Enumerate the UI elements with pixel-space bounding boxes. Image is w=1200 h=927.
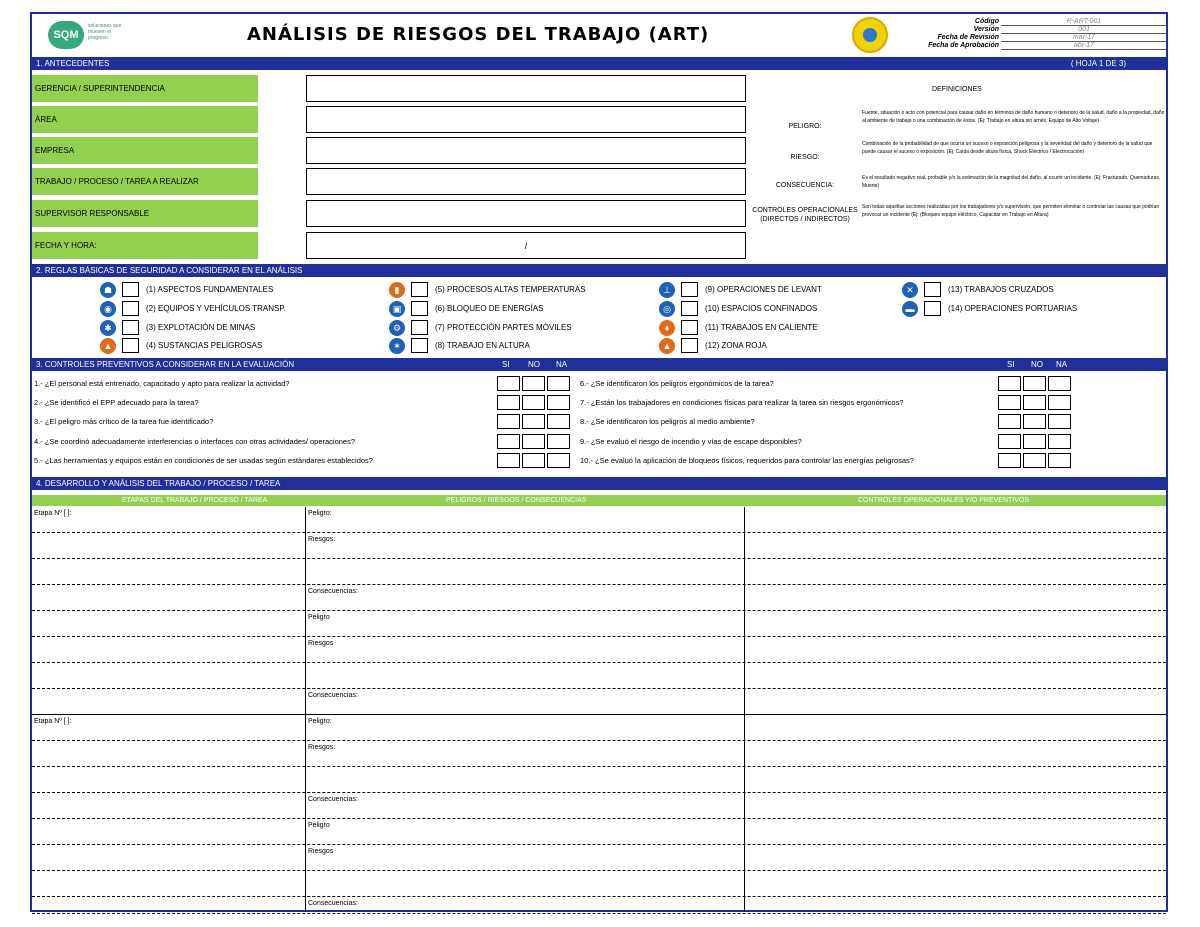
rule-checkbox[interactable] — [411, 282, 428, 297]
answer-box-na[interactable] — [1048, 414, 1071, 429]
safety-rule — [389, 319, 629, 337]
answer-box-na[interactable] — [1048, 453, 1071, 468]
answer-box-si[interactable] — [998, 376, 1021, 391]
rule-checkbox[interactable] — [924, 282, 941, 297]
field-label: GERENCIA / SUPERINTENDENCIA — [32, 75, 258, 102]
col-no-right: NO — [1031, 360, 1043, 369]
answer-box-si[interactable] — [998, 414, 1021, 429]
control-question: 4.- ¿Se coordinó adecuadamente interferencias o interfaces con otras actividades/ operaciones? — [34, 437, 356, 446]
hazard-cell-label: Peligro — [308, 614, 330, 621]
table-row — [32, 767, 1166, 793]
rule-label: (4) SUSTANCIAS PELIGROSAS — [146, 341, 263, 350]
table-row — [32, 819, 1166, 845]
answer-box-si[interactable] — [998, 434, 1021, 449]
header-stages: ETAPAS DEL TRABAJO / PROCESO / TAREA — [122, 497, 268, 504]
answer-box-si[interactable] — [998, 453, 1021, 468]
hazard-cell-label: Riesgos: — [308, 536, 336, 543]
red-zone-icon: ▲ — [659, 338, 675, 354]
flame-icon: ♦ — [659, 320, 675, 336]
answer-box-na[interactable] — [547, 376, 570, 391]
header-hazards: PELIGROS / RIESGOS / CONSECUENCIAS — [446, 497, 587, 504]
control-question: 3.- ¿El peligro más crítico de la tarea fue identificado? — [34, 417, 214, 426]
code-label: Versión — [973, 26, 999, 33]
safety-rule — [389, 281, 629, 299]
safety-rule — [389, 300, 629, 318]
table-row — [32, 637, 1166, 663]
safety-rule — [659, 337, 899, 355]
table-row — [32, 559, 1166, 585]
rule-label: (14) OPERACIONES PORTUARIAS — [948, 304, 1078, 313]
mine-icon: ✱ — [100, 320, 116, 336]
col-no-left: NO — [528, 360, 540, 369]
hazard-cell-label: Consecuencias: — [308, 900, 358, 907]
control-question: 6.- ¿Se identificaron los peligros ergonómicos de la tarea? — [580, 379, 774, 388]
hazmat-icon: ▲ — [100, 338, 116, 354]
rule-label: (6) BLOQUEO DE ENERGÍAS — [435, 304, 544, 313]
answer-box-no[interactable] — [522, 376, 545, 391]
code-label: Fecha de Aprobación — [928, 42, 999, 49]
answer-box-si[interactable] — [497, 395, 520, 410]
art-form — [30, 12, 1168, 912]
answer-box-na[interactable] — [547, 453, 570, 468]
table-row — [32, 689, 1166, 715]
field-label: TRABAJO / PROCESO / TAREA A REALIZAR — [32, 168, 258, 195]
safety-rule — [100, 281, 340, 299]
rule-label: (12) ZONA ROJA — [705, 341, 767, 350]
answer-box-si[interactable] — [497, 414, 520, 429]
rule-checkbox[interactable] — [924, 301, 941, 316]
safety-rule — [389, 337, 629, 355]
table-row — [32, 585, 1166, 611]
rule-checkbox[interactable] — [681, 282, 698, 297]
code-label: Código — [974, 18, 999, 25]
field-input[interactable] — [306, 75, 746, 102]
sheet-number: ( HOJA 1 DE 3) — [1070, 59, 1126, 68]
section-3-title: 3. CONTROLES PREVENTIVOS A CONSIDERAR EN LA EVALUACIÓN — [36, 360, 295, 369]
section-4-header — [32, 477, 1166, 490]
crossed-tools-icon: ✕ — [902, 282, 918, 298]
definition-text: Combinación de la probabilidad de que ocurra un suceso o exposición peligrosa y la severidad del daño y deterioro de la salud que puede causar el suceso o exposición. (Ej: Caída desde altura física, Shock Eléctrico / Electrocución) — [862, 141, 1153, 155]
definition-term: RIESGO: — [790, 154, 820, 161]
safety-rule — [659, 281, 899, 299]
answer-box-no[interactable] — [1023, 395, 1046, 410]
field-label: FECHA Y HORA: — [32, 232, 258, 259]
logo-tagline: soluciones que mueven el progreso — [88, 23, 122, 41]
table-row — [32, 611, 1166, 637]
rule-checkbox[interactable] — [681, 301, 698, 316]
column-divider — [744, 507, 745, 912]
form-header — [32, 14, 1166, 56]
control-question: 8.- ¿Se identificaron los peligros al medio ambiente? — [580, 417, 755, 426]
hazard-cell-label: Consecuencias: — [308, 588, 358, 595]
safety-rule — [100, 300, 340, 318]
control-question: 2.- ¿Se identificó el EPP adecuado para la tarea? — [34, 398, 199, 407]
control-question: 9.- ¿Se evaluó el riesgo de incendio y vías de escape disponibles? — [580, 437, 802, 446]
answer-box-no[interactable] — [1023, 453, 1046, 468]
column-divider — [305, 507, 306, 912]
rule-checkbox[interactable] — [411, 320, 428, 335]
rule-checkbox[interactable] — [681, 320, 698, 335]
control-question: 7.- ¿Están los trabajadores en condiciones físicas para realizar la tarea sin riesgos ergonómicos? — [580, 398, 904, 407]
hazard-cell-label: Consecuencias: — [308, 692, 358, 699]
answer-box-no[interactable] — [1023, 376, 1046, 391]
rule-checkbox[interactable] — [411, 338, 428, 353]
answer-box-no[interactable] — [522, 453, 545, 468]
safety-rule — [100, 337, 340, 355]
answer-box-si[interactable] — [998, 395, 1021, 410]
header-controls: CONTROLES OPERACIONALES Y/O PREVENTIVOS — [858, 497, 1030, 504]
document-codes — [917, 18, 1167, 50]
answer-box-no[interactable] — [522, 414, 545, 429]
code-row — [917, 34, 1167, 42]
rule-checkbox[interactable] — [681, 338, 698, 353]
sqm-logo: SQM — [48, 21, 84, 49]
hazard-cell-label: Consecuencias: — [308, 796, 358, 803]
code-row — [917, 18, 1167, 26]
table-row — [32, 845, 1166, 871]
control-question: 1.- ¿El personal está entrenado, capacitado y apto para realizar la actividad? — [34, 379, 290, 388]
definition-term: CONSECUENCIA: — [775, 182, 835, 189]
hazard-cell-label: Riesgos: — [308, 744, 336, 751]
safety-rule — [902, 300, 1142, 318]
rule-label: (7) PROTECCIÓN PARTES MÓVILES — [435, 323, 572, 332]
gears-icon: ⚙ — [389, 320, 405, 336]
safety-rule — [659, 319, 899, 337]
section-1-header — [32, 57, 1166, 70]
answer-box-na[interactable] — [547, 414, 570, 429]
rule-label: (11) TRABAJOS EN CALIENTE — [705, 323, 818, 332]
hazard-cell-label: Peligro: — [308, 510, 332, 517]
hazard-cell-label: Peligro: — [308, 718, 332, 725]
definitions-title: DEFINICIONES — [932, 86, 982, 93]
rule-checkbox[interactable] — [411, 301, 428, 316]
field-input[interactable] — [306, 168, 746, 195]
hazard-cell-label: Riesgos — [308, 848, 334, 855]
code-row — [917, 26, 1167, 34]
definition-text: Son todas aquellas acciones realizadas por los trabajadores y/o supervisión, que permiten eliminar o controlar las causas que podrían provocar un incidente (Ej: (Bloqueo equipo eléctrico, Capacitar en Trabajo en Altura) — [862, 204, 1160, 218]
control-question: 5.- ¿Las herramientas y equipos están en condiciones de ser usadas según estándares establecidos? — [34, 456, 373, 465]
definition-text: Fuente, situación o acto con potencial para causar daño en términos de daño humano o deterioro de la salud, daño a la propiedad, daño al ambiente de trabajo o una combinación de éstos. (Ej: Trabajo en altura sin arnés, Equipo de Alto Voltaje) — [862, 110, 1165, 124]
rule-label: (8) TRABAJO EN ALTURA — [435, 341, 530, 350]
answer-box-na[interactable] — [547, 434, 570, 449]
rule-checkbox[interactable] — [122, 301, 139, 316]
lockout-icon: ▣ — [389, 301, 405, 317]
crane-icon: ⊥ — [659, 282, 675, 298]
answer-box-na[interactable] — [1048, 376, 1071, 391]
rule-label: (13) TRABAJOS CRUZADOS — [948, 285, 1054, 294]
answer-box-si[interactable] — [497, 453, 520, 468]
safety-rule — [902, 281, 1142, 299]
hazard-cell-label: Riesgos — [308, 640, 334, 647]
height-work-icon: ✶ — [389, 338, 405, 354]
confined-space-icon: ◎ — [659, 301, 675, 317]
table-row — [32, 897, 1166, 914]
table-row — [32, 871, 1166, 897]
table-row — [32, 793, 1166, 819]
col-na-right: NA — [1056, 360, 1068, 369]
rule-checkbox[interactable] — [122, 338, 139, 353]
certification-seal-icon — [852, 17, 888, 53]
control-question: 10.- ¿Se evaluó la aplicación de bloqueos físicos, requeridos para controlar las energías peligrosas? — [580, 456, 914, 465]
section-2-title: 2. REGLAS BÁSICAS DE SEGURIDAD A CONSIDERAR EN EL ANÁLISIS — [36, 266, 303, 275]
table-row — [32, 507, 1166, 533]
section-4-title: 4. DESARROLLO Y ANÁLISIS DEL TRABAJO / PROCESO / TAREA — [36, 479, 281, 488]
field-input[interactable] — [306, 200, 746, 227]
table-row — [32, 715, 1166, 741]
field-input[interactable] — [306, 106, 746, 133]
rule-label: (3) EXPLOTACIÓN DE MINAS — [146, 323, 256, 332]
ship-icon: ▬ — [902, 301, 918, 317]
table-row — [32, 663, 1166, 689]
field-input[interactable] — [306, 137, 746, 164]
rule-label: (1) ASPECTOS FUNDAMENTALES — [146, 285, 274, 294]
code-label: Fecha de Revisión — [937, 34, 999, 41]
definition-text: Es el resultado negativo real, probable y/o la estimación de la magnitud del daño, al ocurrir un incidente. (Ej: Fracturado, Quemaduras, Muerte) — [862, 175, 1161, 189]
field-label: EMPRESA — [32, 137, 258, 164]
table-row — [32, 533, 1166, 559]
rule-label: (2) EQUIPOS Y VEHÍCULOS TRANSP. — [146, 304, 286, 313]
rule-checkbox[interactable] — [122, 320, 139, 335]
fundamentals-icon: ☗ — [100, 282, 116, 298]
answer-box-no[interactable] — [1023, 414, 1046, 429]
rule-label: (5) PROCESOS ALTAS TEMPERATURAS — [435, 285, 586, 294]
stage-label: Etapa Nº [ ]: — [34, 510, 72, 517]
answer-box-no[interactable] — [522, 395, 545, 410]
answer-box-na[interactable] — [547, 395, 570, 410]
answer-box-no[interactable] — [1023, 434, 1046, 449]
definition-term: PELIGRO: — [788, 123, 822, 130]
safety-rule — [100, 319, 340, 337]
table-row — [32, 741, 1166, 767]
code-value: 001 — [1001, 26, 1167, 34]
answer-box-na[interactable] — [1048, 434, 1071, 449]
analysis-table — [32, 507, 1166, 912]
rule-checkbox[interactable] — [122, 282, 139, 297]
answer-box-si[interactable] — [497, 434, 520, 449]
field-label: ÁREA — [32, 106, 258, 133]
stage-label: Etapa Nº [ ]: — [34, 718, 72, 725]
col-na-left: NA — [556, 360, 568, 369]
definition-term: CONTROLES OPERACIONALES (DIRECTOS / INDIRECTOS) — [752, 207, 858, 223]
rule-label: (9) OPERACIONES DE LEVANT — [705, 285, 822, 294]
hazard-cell-label: Peligro — [308, 822, 330, 829]
section-1-title: 1. ANTECEDENTES — [36, 59, 110, 68]
vehicle-icon: ◉ — [100, 301, 116, 317]
col-si-right: SI — [1007, 360, 1015, 369]
answer-box-na[interactable] — [1048, 395, 1071, 410]
col-si-left: SI — [502, 360, 510, 369]
rule-label: (10) ESPACIOS CONFINADOS — [705, 304, 818, 313]
code-row — [917, 42, 1167, 50]
code-value: R-ART-001 — [1001, 18, 1167, 26]
safety-rule — [659, 300, 899, 318]
code-value: mar-17 — [1001, 34, 1167, 42]
code-value: abr-17 — [1001, 42, 1167, 50]
field-input[interactable]: / — [306, 232, 746, 259]
answer-box-si[interactable] — [497, 376, 520, 391]
answer-box-no[interactable] — [522, 434, 545, 449]
section-3-header — [32, 358, 1166, 371]
analysis-table-header — [32, 495, 1166, 506]
section-2-header — [32, 264, 1166, 277]
thermometer-icon: ▮ — [389, 282, 405, 298]
page-title: ANÁLISIS DE RIESGOS DEL TRABAJO (ART) — [247, 24, 710, 45]
field-label: SUPERVISOR RESPONSABLE — [32, 200, 258, 227]
